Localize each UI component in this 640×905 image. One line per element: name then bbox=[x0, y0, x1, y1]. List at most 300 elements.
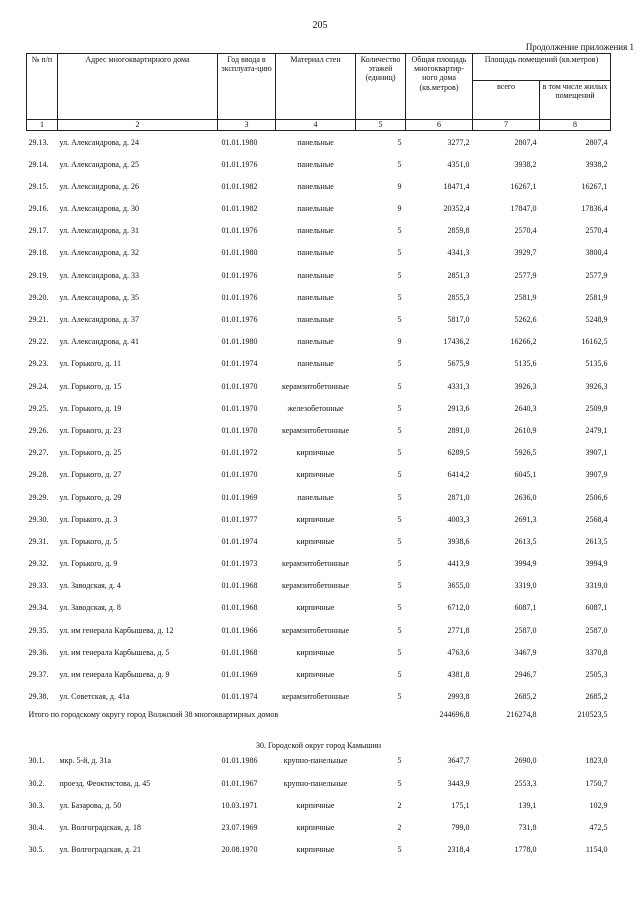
row-year: 01.01.1976 bbox=[221, 226, 258, 236]
row-total-area: 2771,8 bbox=[447, 625, 470, 635]
row-number: 29.32. bbox=[28, 559, 49, 569]
row-year: 01.01.1974 bbox=[221, 692, 258, 702]
table-row bbox=[27, 508, 611, 530]
header-material: Материал стен bbox=[276, 54, 356, 120]
row-number: 29.27. bbox=[28, 448, 49, 458]
row-material: кирпичные bbox=[296, 670, 335, 679]
row-premises-residential: 3938,2 bbox=[585, 159, 608, 169]
row-address: ул. им генерала Карбышева, д. 9 bbox=[59, 670, 170, 679]
table-row bbox=[27, 264, 611, 286]
row-number: 29.19. bbox=[28, 270, 49, 280]
row-year: 01.01.1982 bbox=[221, 181, 258, 191]
row-total-area: 4003,3 bbox=[447, 514, 470, 524]
row-premises-all: 16267,1 bbox=[510, 181, 537, 191]
row-year: 01.01.1970 bbox=[221, 381, 258, 391]
row-floors: 5 bbox=[397, 159, 402, 169]
table-row bbox=[27, 242, 611, 264]
row-year: 01.01.1972 bbox=[221, 448, 258, 458]
row-premises-residential: 2587,0 bbox=[585, 625, 608, 635]
row-material: панельные bbox=[297, 137, 334, 147]
row-premises-residential: 2685,2 bbox=[585, 692, 608, 702]
row-address: ул. Заводская, д. 8 bbox=[59, 603, 121, 613]
row-number: 30.4. bbox=[28, 822, 45, 832]
row-premises-all: 2690,0 bbox=[514, 756, 537, 766]
row-material: кирпичные bbox=[296, 822, 335, 832]
row-number: 29.18. bbox=[28, 248, 49, 258]
header-premises-all: всего bbox=[473, 81, 540, 120]
row-total-area: 5675,9 bbox=[447, 359, 470, 369]
row-material: панельные bbox=[297, 315, 334, 324]
row-premises-all: 3938,2 bbox=[514, 159, 537, 169]
row-total-area: 4351,0 bbox=[447, 159, 470, 169]
row-premises-residential: 1750,7 bbox=[585, 778, 608, 788]
table-row bbox=[27, 220, 611, 242]
row-premises-residential: 6087,1 bbox=[585, 603, 608, 613]
row-number: 29.23. bbox=[28, 359, 49, 369]
row-material: керамзитобетонные bbox=[281, 581, 350, 591]
row-address: ул. им генерала Карбышева, д. 5 bbox=[59, 647, 170, 657]
table-row bbox=[27, 553, 611, 575]
row-floors: 5 bbox=[397, 581, 402, 591]
row-number: 29.17. bbox=[28, 226, 49, 236]
row-address: ул. Горького, д. 25 bbox=[59, 448, 122, 458]
row-material: керамзитобетонные bbox=[281, 625, 350, 635]
row-material: кирпичные bbox=[296, 647, 335, 657]
row-premises-all: 5262,6 bbox=[514, 315, 537, 324]
row-floors: 5 bbox=[397, 403, 402, 413]
row-floors: 5 bbox=[397, 559, 402, 569]
table-row bbox=[27, 772, 611, 794]
row-year: 01.01.1977 bbox=[221, 514, 258, 524]
summary-premises-all: 216274,8 bbox=[506, 709, 537, 719]
row-address: ул. Горького, д. 9 bbox=[59, 559, 118, 569]
row-year: 01.01.1980 bbox=[221, 248, 258, 258]
row-number: 29.35. bbox=[28, 625, 49, 635]
row-year: 01.01.1976 bbox=[221, 270, 258, 280]
row-premises-all: 2807,4 bbox=[514, 137, 537, 147]
row-premises-residential: 2505,3 bbox=[585, 670, 608, 679]
row-premises-residential: 3994,9 bbox=[585, 559, 608, 569]
row-premises-residential: 3800,4 bbox=[585, 248, 608, 258]
row-address: ул. Александрова, д. 33 bbox=[59, 270, 139, 280]
row-material: кирпичные bbox=[296, 514, 335, 524]
header-premises-area: Площадь помещений (кв.метров) bbox=[473, 54, 611, 81]
row-premises-all: 2640,3 bbox=[514, 403, 537, 413]
row-year: 01.01.1986 bbox=[221, 756, 258, 766]
row-floors: 5 bbox=[397, 647, 402, 657]
row-floors: 5 bbox=[397, 470, 402, 480]
row-floors: 5 bbox=[397, 692, 402, 702]
row-address: мкр. 5-й, д. 31а bbox=[59, 756, 112, 766]
row-material: панельные bbox=[297, 337, 334, 347]
row-total-area: 20352,4 bbox=[443, 204, 470, 214]
row-premises-all: 2691,3 bbox=[514, 514, 537, 524]
row-material: панельные bbox=[297, 292, 334, 302]
header-num: № п/п bbox=[27, 54, 58, 120]
row-year: 01.01.1969 bbox=[221, 670, 258, 679]
row-material: панельные bbox=[297, 492, 334, 502]
row-floors: 5 bbox=[397, 359, 402, 369]
row-premises-residential: 1823,0 bbox=[585, 756, 608, 766]
row-year: 01.01.1976 bbox=[221, 315, 258, 324]
row-total-area: 4341,3 bbox=[447, 248, 470, 258]
row-floors: 5 bbox=[397, 425, 402, 435]
table-row bbox=[27, 816, 611, 838]
row-material: панельные bbox=[297, 204, 334, 214]
row-address: ул. Горького, д. 19 bbox=[59, 403, 122, 413]
row-material: керамзитобетонные bbox=[281, 381, 350, 391]
row-year: 01.01.1967 bbox=[221, 778, 258, 788]
row-premises-residential: 2577,9 bbox=[585, 270, 608, 280]
row-address: ул. Базарова, д. 50 bbox=[59, 800, 122, 810]
table-row bbox=[27, 331, 611, 353]
table-row bbox=[27, 486, 611, 508]
table-row bbox=[27, 375, 611, 397]
row-number: 30.3. bbox=[28, 800, 45, 810]
row-year: 01.01.1980 bbox=[221, 137, 258, 147]
housing-table bbox=[26, 53, 611, 861]
row-material: железобетонные bbox=[287, 403, 344, 413]
row-address: ул. Александрова, д. 32 bbox=[59, 248, 139, 258]
row-premises-residential: 3907,1 bbox=[585, 448, 608, 458]
row-number: 29.29. bbox=[28, 492, 49, 502]
row-material: кирпичные bbox=[296, 448, 335, 458]
row-premises-residential: 472,5 bbox=[589, 822, 608, 832]
row-premises-all: 3926,3 bbox=[514, 381, 537, 391]
row-total-area: 3443,9 bbox=[447, 778, 470, 788]
row-total-area: 799,0 bbox=[451, 822, 470, 832]
row-year: 01.01.1968 bbox=[221, 581, 258, 591]
row-material: кирпичные bbox=[296, 603, 335, 613]
col-number-4: 4 bbox=[276, 120, 356, 131]
table-row bbox=[27, 153, 611, 175]
row-material: панельные bbox=[297, 270, 334, 280]
row-year: 01.01.1968 bbox=[221, 603, 258, 613]
table-row bbox=[27, 597, 611, 619]
row-premises-residential: 2807,4 bbox=[585, 137, 608, 147]
row-premises-all: 3994,9 bbox=[514, 559, 537, 569]
col-number-8: 8 bbox=[540, 120, 611, 131]
row-floors: 5 bbox=[397, 226, 402, 236]
summary-premises-residential: 210523,5 bbox=[577, 709, 608, 719]
row-material: крупно-панельные bbox=[283, 778, 348, 788]
row-year: 10.03.1971 bbox=[221, 800, 258, 810]
summary-label: Итого по городскому округу город Волжский 38 многоквартирных домов bbox=[28, 709, 279, 719]
row-number: 29.22. bbox=[28, 337, 49, 347]
row-year: 01.01.1966 bbox=[221, 625, 258, 635]
row-material: панельные bbox=[297, 359, 334, 369]
row-address: ул. Горького, д. 29 bbox=[59, 492, 122, 502]
row-material: панельные bbox=[297, 226, 334, 236]
row-year: 01.01.1980 bbox=[221, 337, 258, 347]
row-premises-residential: 17836,4 bbox=[581, 204, 608, 214]
row-premises-residential: 16267,1 bbox=[581, 181, 608, 191]
row-total-area: 4331,3 bbox=[447, 381, 470, 391]
continuation-label: Продолжение приложения 1 bbox=[525, 42, 634, 52]
row-premises-all: 2587,0 bbox=[514, 625, 537, 635]
row-premises-residential: 5248,9 bbox=[585, 315, 608, 324]
header-floors: Количество этажей (единиц) bbox=[356, 54, 406, 120]
row-number: 30.5. bbox=[28, 845, 45, 855]
row-floors: 9 bbox=[397, 337, 402, 347]
table-row bbox=[27, 309, 611, 331]
row-premises-all: 2636,0 bbox=[514, 492, 537, 502]
header-total-area: Общая площадь многоквартир-ного дома (кв.метров) bbox=[406, 54, 473, 120]
row-floors: 5 bbox=[397, 514, 402, 524]
row-material: кирпичные bbox=[296, 536, 335, 546]
row-premises-residential: 2570,4 bbox=[585, 226, 608, 236]
row-premises-all: 2570,4 bbox=[514, 226, 537, 236]
row-number: 29.37. bbox=[28, 670, 49, 679]
table-row bbox=[27, 397, 611, 419]
row-premises-all: 2553,3 bbox=[514, 778, 537, 788]
row-address: ул. Волгоградская, д. 21 bbox=[59, 845, 141, 855]
row-premises-residential: 5135,6 bbox=[585, 359, 608, 369]
row-premises-residential: 2479,1 bbox=[585, 425, 608, 435]
row-material: кирпичные bbox=[296, 845, 335, 855]
section-row bbox=[27, 737, 611, 750]
row-address: ул. Александрова, д. 41 bbox=[59, 337, 139, 347]
row-address: ул. Горького, д. 15 bbox=[59, 381, 122, 391]
table-row bbox=[27, 641, 611, 663]
row-total-area: 4763,6 bbox=[447, 647, 470, 657]
row-floors: 2 bbox=[397, 822, 402, 832]
row-number: 30.2. bbox=[28, 778, 45, 788]
row-material: керамзитобетонные bbox=[281, 425, 350, 435]
table-row bbox=[27, 750, 611, 772]
header-address: Адрес многоквартирного дома bbox=[58, 54, 218, 120]
row-address: ул. Горького, д. 3 bbox=[59, 514, 118, 524]
row-number: 29.16. bbox=[28, 204, 49, 214]
page-number: 205 bbox=[312, 20, 328, 31]
row-total-area: 2891,0 bbox=[447, 425, 470, 435]
row-premises-all: 2685,2 bbox=[514, 692, 537, 702]
row-address: ул. Советская, д. 41а bbox=[59, 692, 130, 702]
row-premises-residential: 102,9 bbox=[589, 800, 608, 810]
table-row bbox=[27, 530, 611, 552]
row-material: керамзитобетонные bbox=[281, 692, 350, 702]
table-row bbox=[27, 419, 611, 441]
row-total-area: 2871,0 bbox=[447, 492, 470, 502]
row-material: кирпичные bbox=[296, 470, 335, 480]
summary-total-area: 244696,8 bbox=[439, 709, 470, 719]
row-number: 29.26. bbox=[28, 425, 49, 435]
row-number: 30.1. bbox=[28, 756, 45, 766]
row-floors: 5 bbox=[397, 603, 402, 613]
row-year: 01.01.1968 bbox=[221, 647, 258, 657]
row-year: 01.01.1973 bbox=[221, 559, 258, 569]
row-total-area: 4381,8 bbox=[447, 670, 470, 679]
row-floors: 5 bbox=[397, 670, 402, 679]
row-total-area: 2851,3 bbox=[447, 270, 470, 280]
row-address: ул. Горького, д. 5 bbox=[59, 536, 118, 546]
row-year: 01.01.1974 bbox=[221, 359, 258, 369]
row-premises-residential: 2613,5 bbox=[585, 536, 608, 546]
row-premises-all: 2581,9 bbox=[514, 292, 537, 302]
row-premises-all: 16266,2 bbox=[510, 337, 537, 347]
header-premises-residential: в том числе жилых помещений bbox=[540, 81, 611, 120]
row-address: ул. Волгоградская, д. 18 bbox=[59, 822, 141, 832]
row-material: панельные bbox=[297, 248, 334, 258]
row-total-area: 3655,0 bbox=[447, 581, 470, 591]
row-floors: 5 bbox=[397, 756, 402, 766]
row-address: ул. Заводская, д. 4 bbox=[59, 581, 121, 591]
row-total-area: 6712,0 bbox=[447, 603, 470, 613]
row-premises-all: 731,8 bbox=[518, 822, 537, 832]
row-premises-residential: 2506,6 bbox=[585, 492, 608, 502]
row-premises-all: 3467,9 bbox=[514, 647, 537, 657]
row-number: 29.25. bbox=[28, 403, 49, 413]
row-address: ул. Александрова, д. 24 bbox=[59, 137, 139, 147]
row-premises-residential: 2568,4 bbox=[585, 514, 608, 524]
row-material: керамзитобетонные bbox=[281, 559, 350, 569]
row-total-area: 3277,2 bbox=[447, 137, 470, 147]
row-address: ул. Александрова, д. 31 bbox=[59, 226, 139, 236]
row-number: 29.38. bbox=[28, 692, 49, 702]
row-total-area: 6289,5 bbox=[447, 448, 470, 458]
row-premises-all: 6045,1 bbox=[514, 470, 537, 480]
row-material: панельные bbox=[297, 159, 334, 169]
table-row bbox=[27, 794, 611, 816]
row-floors: 9 bbox=[397, 181, 402, 191]
row-year: 01.01.1970 bbox=[221, 403, 258, 413]
row-year: 20.08.1970 bbox=[221, 845, 258, 855]
row-premises-residential: 3370,8 bbox=[585, 647, 608, 657]
col-number-2: 2 bbox=[58, 120, 218, 131]
row-address: ул. Александрова, д. 35 bbox=[59, 292, 139, 302]
row-premises-all: 3929,7 bbox=[514, 248, 537, 258]
row-material: крупно-панельные bbox=[283, 756, 348, 766]
row-premises-all: 2577,9 bbox=[514, 270, 537, 280]
table-row bbox=[27, 131, 611, 154]
row-total-area: 17436,2 bbox=[443, 337, 470, 347]
table-row bbox=[27, 839, 611, 861]
row-premises-all: 6087,1 bbox=[514, 603, 537, 613]
row-floors: 9 bbox=[397, 204, 402, 214]
row-number: 29.21. bbox=[28, 315, 49, 324]
row-floors: 2 bbox=[397, 800, 402, 810]
row-total-area: 18471,4 bbox=[443, 181, 470, 191]
table-row bbox=[27, 353, 611, 375]
row-number: 29.13. bbox=[28, 137, 49, 147]
row-address: ул. Горького, д. 27 bbox=[59, 470, 122, 480]
row-total-area: 2993,8 bbox=[447, 692, 470, 702]
table-row bbox=[27, 686, 611, 708]
row-premises-all: 2610,9 bbox=[514, 425, 537, 435]
row-premises-residential: 1154,0 bbox=[585, 845, 608, 855]
row-number: 29.15. bbox=[28, 181, 49, 191]
section-title: 30. Городской округ город Камышин bbox=[256, 740, 381, 750]
table-body bbox=[27, 131, 611, 861]
row-floors: 5 bbox=[397, 315, 402, 324]
row-total-area: 175,1 bbox=[451, 800, 470, 810]
row-total-area: 4413,9 bbox=[447, 559, 470, 569]
row-number: 29.36. bbox=[28, 647, 49, 657]
table-header bbox=[27, 54, 611, 131]
row-address: ул. Горького, д. 23 bbox=[59, 425, 122, 435]
col-number-3: 3 bbox=[218, 120, 276, 131]
table-row bbox=[27, 664, 611, 686]
col-number-1: 1 bbox=[27, 120, 58, 131]
row-number: 29.30. bbox=[28, 514, 49, 524]
row-address: ул. Горького, д. 11 bbox=[59, 359, 122, 369]
row-address: ул. Александрова, д. 37 bbox=[59, 315, 139, 324]
row-premises-residential: 2509,9 bbox=[585, 403, 608, 413]
row-floors: 5 bbox=[397, 270, 402, 280]
row-address: ул. им генерала Карбышева, д. 12 bbox=[59, 625, 174, 635]
table-row bbox=[27, 619, 611, 641]
row-floors: 5 bbox=[397, 137, 402, 147]
row-premises-residential: 3907,9 bbox=[585, 470, 608, 480]
row-total-area: 3647,7 bbox=[447, 756, 470, 766]
row-premises-all: 2613,5 bbox=[514, 536, 537, 546]
row-address: ул. Александрова, д. 26 bbox=[59, 181, 139, 191]
row-floors: 5 bbox=[397, 625, 402, 635]
row-floors: 5 bbox=[397, 248, 402, 258]
row-premises-residential: 3319,0 bbox=[585, 581, 608, 591]
row-total-area: 3938,6 bbox=[447, 536, 470, 546]
col-number-6: 6 bbox=[406, 120, 473, 131]
row-address: ул. Александрова, д. 30 bbox=[59, 204, 139, 214]
row-floors: 5 bbox=[397, 778, 402, 788]
row-year: 01.01.1982 bbox=[221, 204, 258, 214]
row-number: 29.14. bbox=[28, 159, 49, 169]
row-year: 01.01.1976 bbox=[221, 159, 258, 169]
row-floors: 5 bbox=[397, 492, 402, 502]
row-premises-all: 2946,7 bbox=[514, 670, 537, 679]
row-total-area: 2913,6 bbox=[447, 403, 470, 413]
row-premises-residential: 2581,9 bbox=[585, 292, 608, 302]
row-premises-all: 139,1 bbox=[518, 800, 537, 810]
row-total-area: 2855,3 bbox=[447, 292, 470, 302]
col-number-5: 5 bbox=[356, 120, 406, 131]
row-year: 01.01.1970 bbox=[221, 425, 258, 435]
row-number: 29.28. bbox=[28, 470, 49, 480]
row-floors: 5 bbox=[397, 381, 402, 391]
col-number-7: 7 bbox=[473, 120, 540, 131]
row-address: ул. Александрова, д. 25 bbox=[59, 159, 139, 169]
summary-row bbox=[27, 708, 611, 737]
row-number: 29.34. bbox=[28, 603, 49, 613]
table-row bbox=[27, 464, 611, 486]
row-address: проезд. Феоктистова, д. 45 bbox=[59, 778, 151, 788]
row-number: 29.33. bbox=[28, 581, 49, 591]
header-year: Год ввода в эксплуата-цию bbox=[218, 54, 276, 120]
row-floors: 5 bbox=[397, 448, 402, 458]
table-row bbox=[27, 286, 611, 308]
row-floors: 5 bbox=[397, 292, 402, 302]
row-number: 29.20. bbox=[28, 292, 49, 302]
row-year: 01.01.1976 bbox=[221, 292, 258, 302]
row-premises-all: 5135,6 bbox=[514, 359, 537, 369]
table-row bbox=[27, 575, 611, 597]
row-year: 01.01.1974 bbox=[221, 536, 258, 546]
row-premises-all: 5926,5 bbox=[514, 448, 537, 458]
row-premises-all: 3319,0 bbox=[514, 581, 537, 591]
row-premises-all: 1778,0 bbox=[514, 845, 537, 855]
table-row bbox=[27, 175, 611, 197]
table-row bbox=[27, 442, 611, 464]
row-total-area: 2318,4 bbox=[447, 845, 470, 855]
row-material: кирпичные bbox=[296, 800, 335, 810]
row-premises-residential: 3926,3 bbox=[585, 381, 608, 391]
row-total-area: 2859,8 bbox=[447, 226, 470, 236]
row-number: 29.24. bbox=[28, 381, 49, 391]
row-material: панельные bbox=[297, 181, 334, 191]
row-year: 23.07.1969 bbox=[221, 822, 258, 832]
row-floors: 5 bbox=[397, 845, 402, 855]
row-year: 01.01.1969 bbox=[221, 492, 258, 502]
